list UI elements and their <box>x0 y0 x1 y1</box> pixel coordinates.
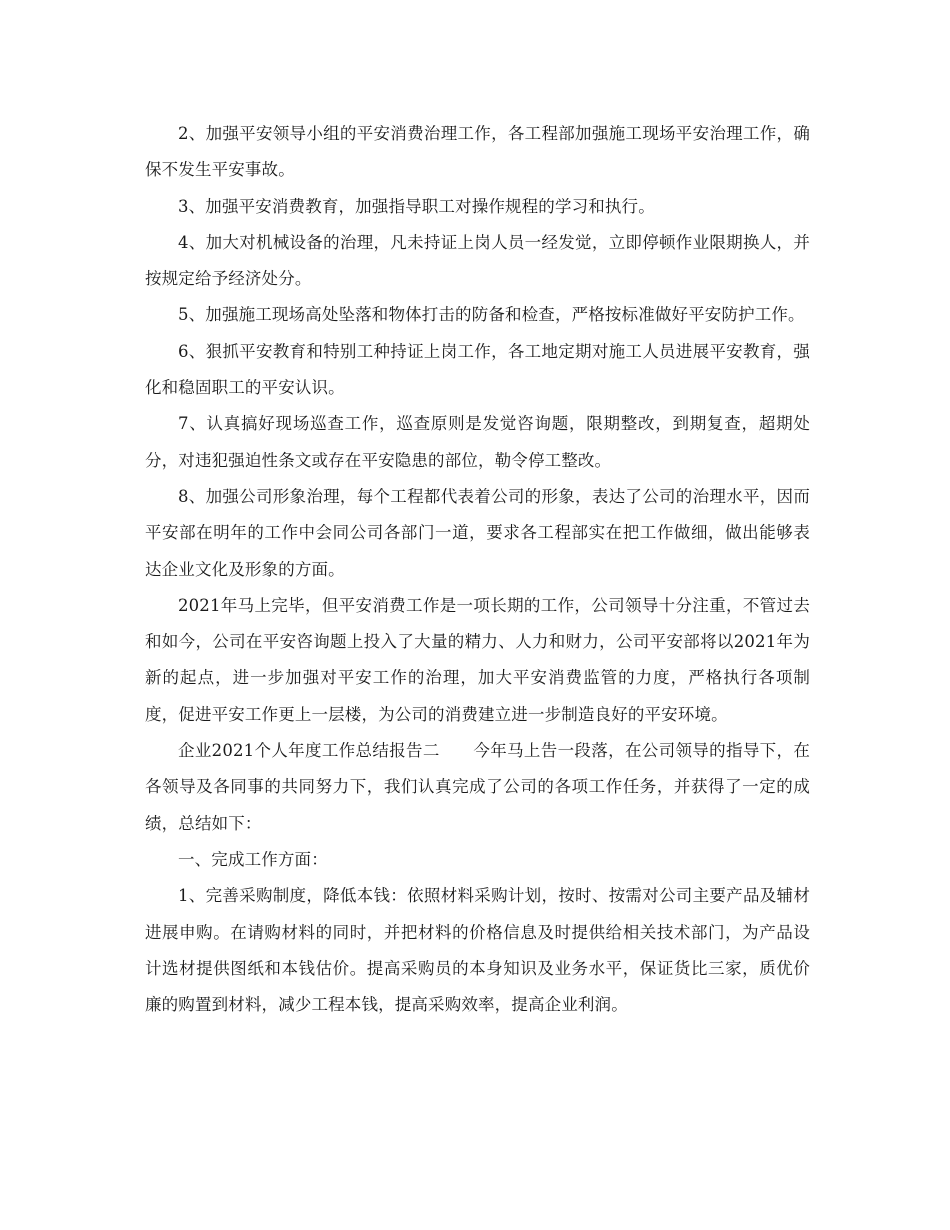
paragraph-item-4: 4、加大对机械设备的治理，凡未持证上岗人员一经发觉，立即停顿作业限期换人，并按规定给予经济处分。 <box>145 232 810 289</box>
paragraph-item-3: 3、加强平安消费教育，加强指导职工对操作规程的学习和执行。 <box>178 196 655 216</box>
paragraph-item-6: 6、狠抓平安教育和特别工种持证上岗工作，各工地定期对施工人员进展平安教育，强化和稳固职工的平安认识。 <box>145 341 810 398</box>
section-heading-completed-work: 一、完成工作方面： <box>178 849 328 869</box>
paragraph-item-2: 2、加强平安领导小组的平安消费治理工作，各工程部加强施工现场平安治理工作，确保不发生平安事故。 <box>145 124 810 180</box>
paragraph-procurement: 1、完善采购制度，降低本钱：依照材料采购计划，按时、按需对公司主要产品及辅材进展申购。在请购材料的同时，并把材料的价格信息及时提供给相关技术部门，为产品设计选材提供图纸和本钱估价。提高采购员的本身知识及业务水平，保证货比三家，质优价廉的购置到材料，减少工程本钱，提高采购效率，提高企业利润。 <box>145 886 810 1015</box>
paragraph-item-7: 7、认真搞好现场巡查工作，巡查原则是发觉咨询题，限期整改，到期复查，超期处分，对违犯强迫性条文或存在平安隐患的部位，勒令停工整改。 <box>145 414 810 470</box>
document-body <box>145 116 810 1023</box>
paragraph-item-5: 5、加强施工现场高处坠落和物体打击的防备和检查，严格按标准做好平安防护工作。 <box>178 305 805 325</box>
paragraph-summary: 2021年马上完毕，但平安消费工作是一项长期的工作，公司领导十分注重，不管过去和如今，公司在平安咨询题上投入了大量的精力、人力和财力，公司平安部将以2021年为新的起点，进一步加强对平安工作的治理，加大平安消费监管的力度，严格执行各项制度，促进平安工作更上一层楼，为公司的消费建立进一步制造良好的平安环境。 <box>145 595 810 724</box>
paragraph-report-two-intro: 企业2021个人年度工作总结报告二 今年马上告一段落，在公司领导的指导下，在各领导及各同事的共同努力下，我们认真完成了公司的各项工作任务，并获得了一定的成绩，总结如下： <box>145 741 810 833</box>
paragraph-item-8: 8、加强公司形象治理，每个工程都代表着公司的形象，表达了公司的治理水平，因而平安部在明年的工作中会同公司各部门一道，要求各工程部实在把工作做细，做出能够表达企业文化及形象的方面。 <box>145 486 810 579</box>
